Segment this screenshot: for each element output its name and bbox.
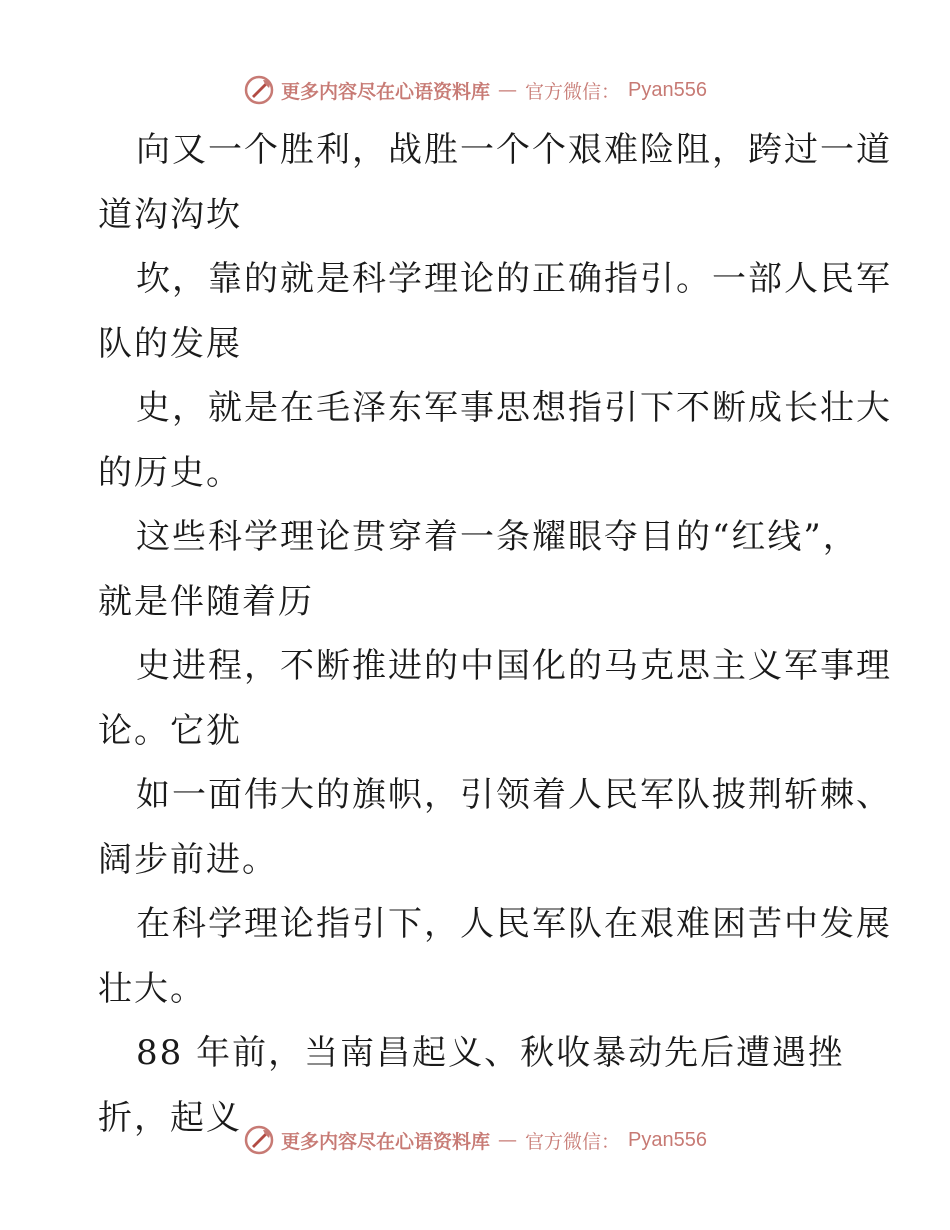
text-line: 史，就是在毛泽东军事思想指引下不断成长壮大 [136,388,892,428]
header-sub-text: 官方微信： [525,80,621,103]
quill-logo-icon [243,74,275,106]
page-header [0,70,950,110]
text-line: 论。它犹 [98,710,242,751]
footer-brand-text: 更多内容尽在心语资料库 [281,1130,491,1153]
page-footer [0,1120,950,1160]
text-line: 这些科学理论贯穿着一条耀眼夺目的“红线”， [136,517,859,557]
text-line: 向又一个胜利，战胜一个个艰难险阻，跨过一道 [136,130,892,170]
footer-account-id: Pyan556 [628,1128,707,1151]
header-dash: — [498,79,518,101]
quill-logo-icon [243,1124,275,1156]
text-line: 阔步前进。 [98,839,278,880]
text-line: 88 年前，当南昌起义、秋收暴动先后遭遇挫 [136,1033,845,1073]
header-brand-text: 更多内容尽在心语资料库 [281,80,491,103]
text-line: 在科学理论指引下，人民军队在艰难困苦中发展 [136,904,892,944]
text-line: 道沟沟坎 [98,194,242,235]
text-line: 坎，靠的就是科学理论的正确指引。一部人民军 [136,259,892,299]
footer-watermark [243,1124,707,1156]
text-line: 如一面伟大的旗帜，引领着人民军队披荆斩棘、 [136,775,892,815]
footer-dash: — [498,1129,518,1151]
text-line: 折，起义 [98,1097,242,1138]
header-account-id: Pyan556 [628,78,707,101]
text-line: 史进程，不断推进的中国化的马克思主义军事理 [136,646,892,686]
document-body [98,118,892,1150]
header-watermark [243,74,707,106]
footer-sub-text: 官方微信： [525,1130,621,1153]
text-line: 队的发展 [98,323,242,364]
text-line: 壮大。 [98,968,206,1009]
text-line: 就是伴随着历 [98,581,314,622]
text-line: 的历史。 [98,452,242,493]
